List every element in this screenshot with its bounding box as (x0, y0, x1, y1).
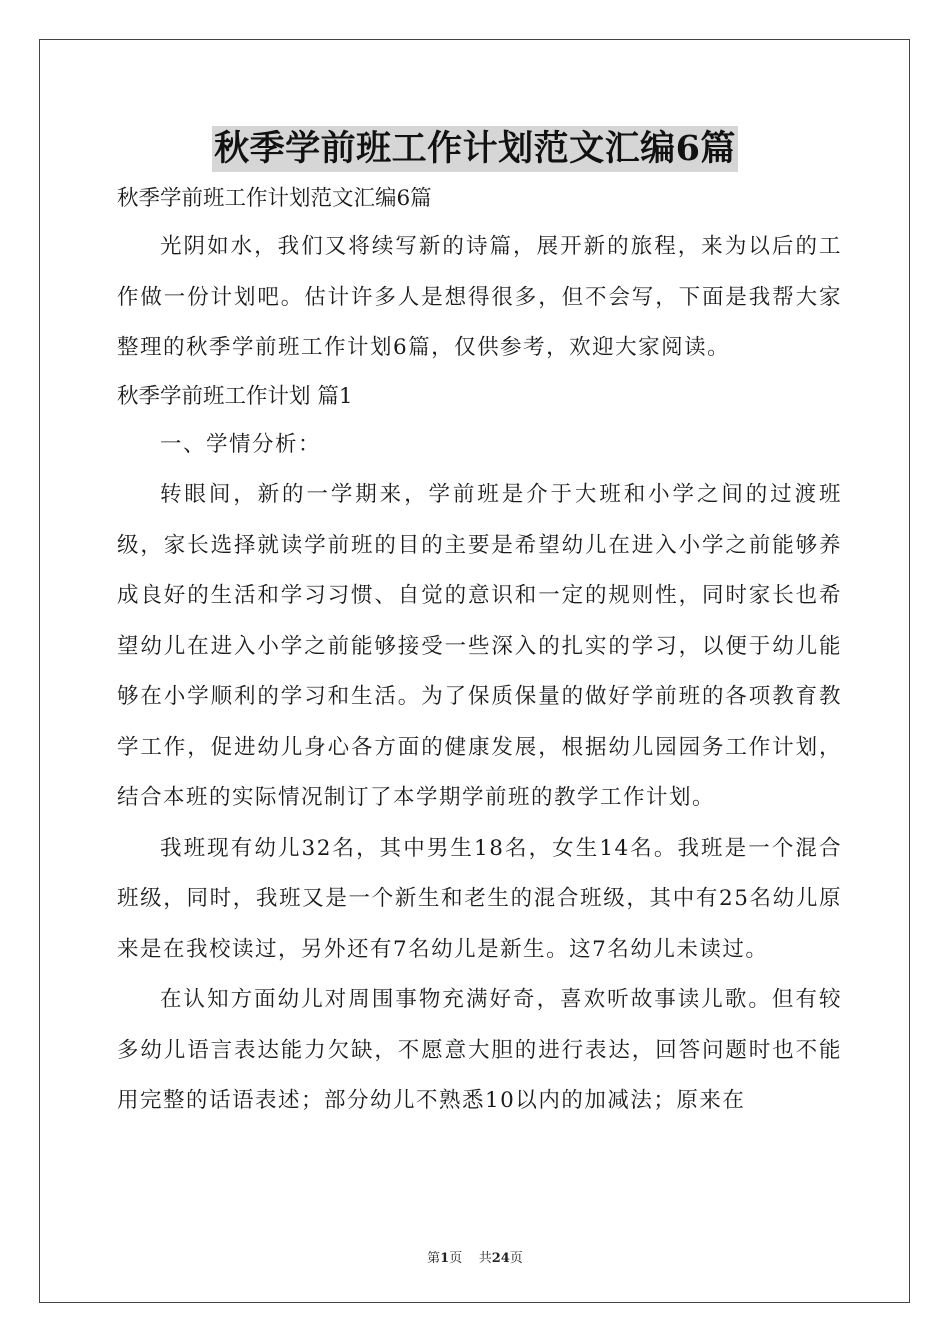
title-wrap (0, 126, 950, 172)
sub-heading: 一、学情分析： (160, 431, 322, 457)
document-body (117, 180, 842, 1127)
body-paragraph: 在认知方面幼儿对周围事物充满好奇，喜欢听故事读儿歌。但有较多幼儿语言表达能力欠缺，不愿意大胆的进行表达，回答问题时也不能用完整的话语表述；部分幼儿不熟悉10以内的加减法；原来在 (117, 987, 842, 1113)
body-paragraph: 我班现有幼儿32名，其中男生18名，女生14名。我班是一个混合班级，同时，我班又是一个新生和老生的混合班级，其中有25名幼儿原来是在我校读过，另外还有7名幼儿是新生。这7名幼儿未读过。 (117, 835, 842, 962)
intro-paragraph: 光阴如水，我们又将续写新的诗篇，展开新的旅程，来为以后的工作做一份计划吧。估计许多人是想得很多，但不会写，下面是我帮大家整理的秋季学前班工作计划6篇，仅供参考，欢迎大家阅读。 (117, 234, 842, 360)
page-prefix: 第 (427, 1251, 441, 1266)
page-current: 1 (440, 1251, 450, 1266)
section-heading: 秋季学前班工作计划 篇1 (117, 383, 353, 409)
document-subtitle: 秋季学前班工作计划范文汇编6篇 (117, 186, 432, 211)
page-footer (0, 1247, 950, 1266)
page-total: 24 (491, 1251, 510, 1266)
document-title: 秋季学前班工作计划范文汇编6篇 (212, 126, 738, 172)
page-mid: 页 共 (449, 1251, 492, 1266)
page-suffix: 页 (509, 1251, 523, 1266)
body-paragraph: 转眼间，新的一学期来，学前班是介于大班和小学之间的过渡班级，家长选择就读学前班的目的主要是希望幼儿在进入小学之前能够养成良好的生活和学习习惯、自觉的意识和一定的规则性，同时家长也希望幼儿在进入小学之前能够接受一些深入的扎实的学习，以便于幼儿能够在小学顺利的学习和生活。为了保质保量的做好学前班的各项教育教学工作，促进幼儿身心各方面的健康发展，根据幼儿园园务工作计划，结合本班的实际情况制订了本学期学前班的教学工作计划。 (117, 482, 842, 810)
